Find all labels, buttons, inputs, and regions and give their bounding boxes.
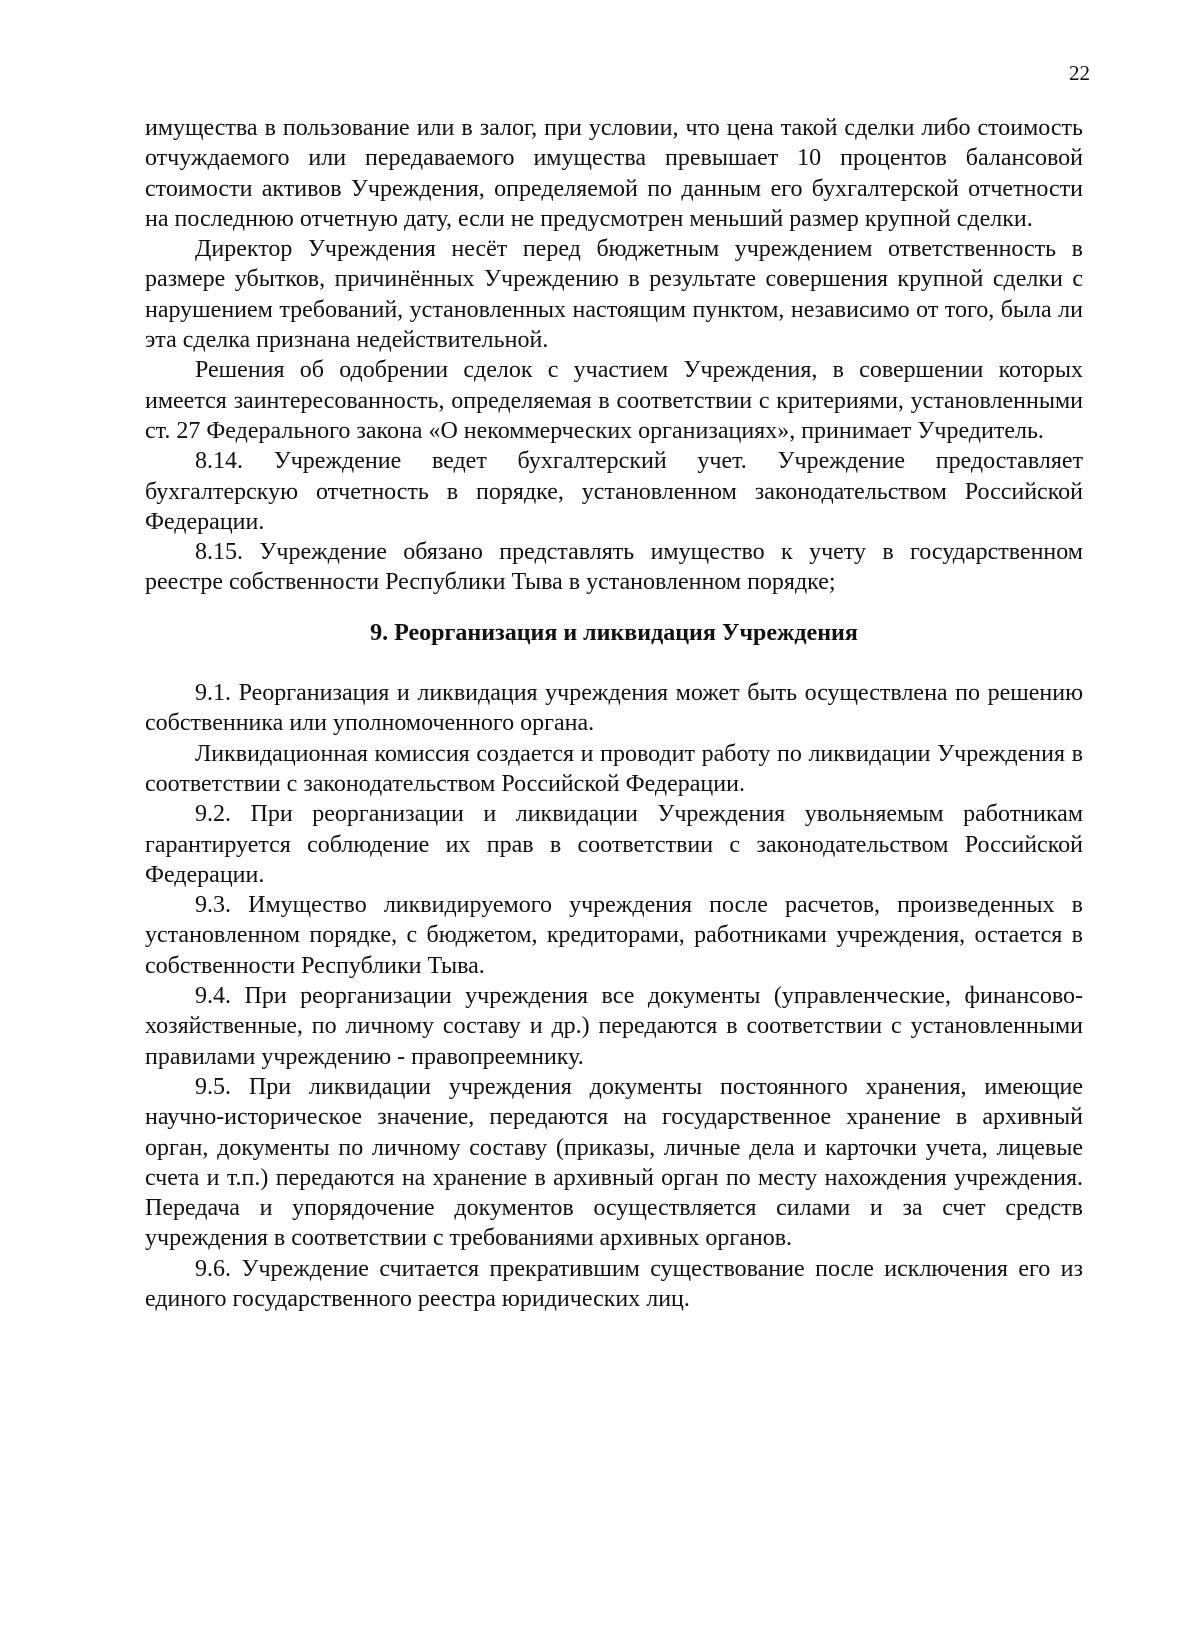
paragraph-director-liability: Директор Учреждения несёт перед бюджетным учреждением ответственность в размере убытков, причинённых Учреждению в результате совершения крупной сделки с нарушением требований, установленных настоящим пунктом, независимо от того, была ли эта сделка признана недействительной. bbox=[145, 236, 1083, 354]
paragraph-9-3: 9.3. Имущество ликвидируемого учреждения после расчетов, произведенных в установленном порядке, с бюджетом, кредиторами, работниками учреждения, остается в собственности Республики Тыва. bbox=[145, 892, 1083, 979]
paragraph-liquidation-commission: Ликвидационная комиссия создается и проводит работу по ликвидации Учреждения в соответствии с законодательством Российской Федерации. bbox=[145, 740, 1083, 797]
paragraph-9-5: 9.5. При ликвидации учреждения документы постоянного хранения, имеющие научно-историческое значение, передаются на государственное хранение в архивный орган, документы по личному составу (приказы, личные дела и карточки учета, лицевые счета и т.п.) передаются на хранение в архивный орган по месту нахождения учреждения. Передача и упорядочение документов осуществляется силами и за счет средств учреждения в соответствии с требованиями архивных органов. bbox=[145, 1073, 1083, 1252]
paragraph-8-15: 8.15. Учреждение обязано представлять имущество к учету в государственном реестре собственности Республики Тыва в установленном порядке; bbox=[145, 539, 1083, 596]
paragraph-9-6: 9.6. Учреждение считается прекратившим существование после исключения его из единого государственного реестра юридических лиц. bbox=[145, 1255, 1083, 1312]
document-body bbox=[145, 113, 1083, 1314]
paragraph-9-1: 9.1. Реорганизация и ликвидация учреждения может быть осуществлена по решению собственника или уполномоченного органа. bbox=[145, 680, 1083, 737]
paragraph-8-14: 8.14. Учреждение ведет бухгалтерский учет. Учреждение предоставляет бухгалтерскую отчетность в порядке, установленном законодательством Российской Федерации. bbox=[145, 448, 1083, 535]
paragraph-interested-deals: Решения об одобрении сделок с участием Учреждения, в совершении которых имеется заинтересованность, определяемая в соответствии с критериями, установленными ст. 27 Федерального закона «О некоммерческих организациях», принимает Учредитель. bbox=[145, 357, 1083, 444]
heading-spacer bbox=[145, 668, 1083, 678]
page-number: 22 bbox=[1069, 61, 1090, 85]
section-heading-9: 9. Реорганизация и ликвидация Учреждения bbox=[370, 619, 858, 646]
paragraph-continuation-large-deal: имущества в пользование или в залог, при условии, что цена такой сделки либо стоимость отчуждаемого или передаваемого имущества превышает 10 процентов балансовой стоимости активов Учреждения, определяемой по данным его бухгалтерской отчетности на последнюю отчетную дату, если не предусмотрен меньший размер крупной сделки. bbox=[145, 115, 1083, 232]
paragraph-9-4: 9.4. При реорганизации учреждения все документы (управленческие, финансово-хозяйственные, по личному составу и др.) передаются в соответствии с установленными правилами учреждению - правопреемнику. bbox=[145, 983, 1083, 1070]
paragraph-9-2: 9.2. При реорганизации и ликвидации Учреждения увольняемым работникам гарантируется соблюдение их прав в соответствии с законодательством Российской Федерации. bbox=[145, 801, 1083, 888]
